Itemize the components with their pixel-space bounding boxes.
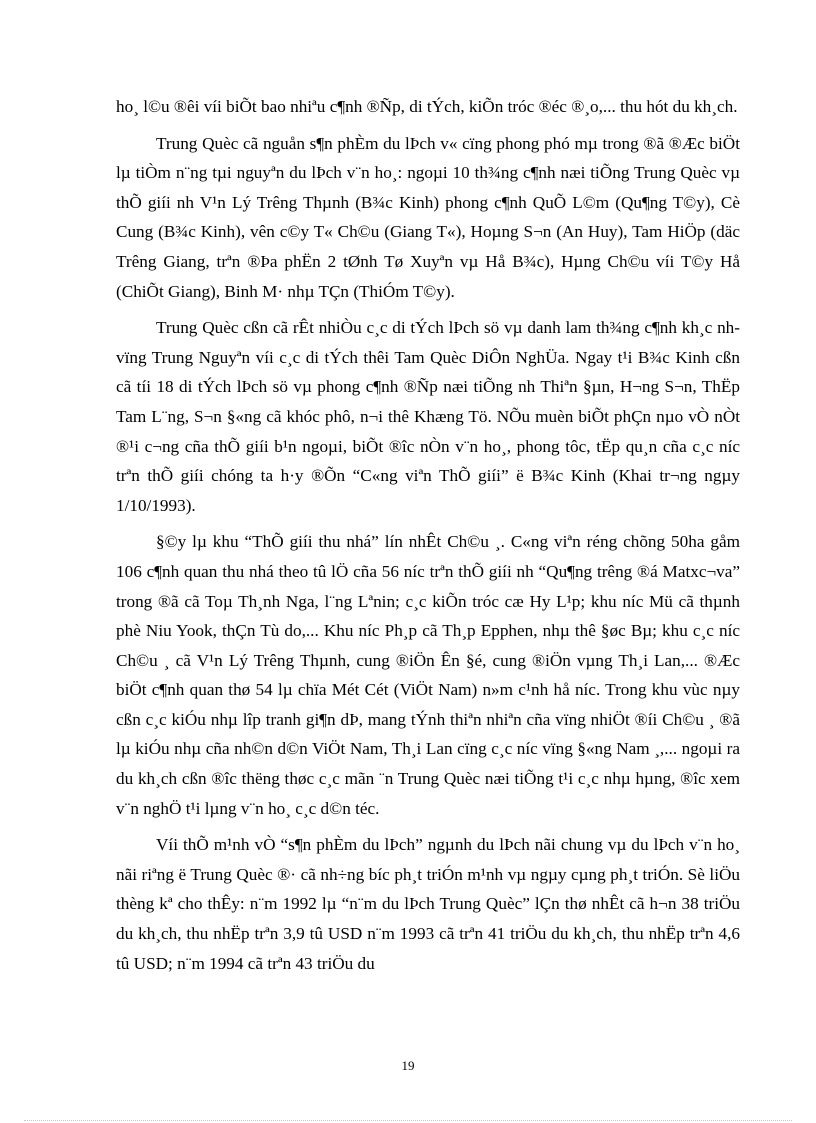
paragraph: Trung Quèc cã nguån s¶n phÈm du lÞch v« cïng phong phó mµ trong ®ã ®Æc biÖt lµ tiÒm n¨ng tµi nguyªn du lÞch v¨n ho¸: ngoµi 10 th¾ng c¶nh næi tiÕng Trung Quèc vµ thÕ giíi nh V¹n Lý Trêng Thµnh (B¾c Kinh) phong c¶nh QuÕ L©m (Qu¶ng T©y), Cè Cung (B¾c Kinh), vên c©y T« Ch©u (Giang T«), Hoµng S¬n (An Huy), Tam HiÖp (däc Trêng Giang, trªn ®Þa phËn 2 tØnh Tø Xuyªn vµ Hå B¾c), Hµng Ch©u víi T©y Hå (ChiÕt Giang), Binh M· nhµ TÇn (ThiÓm T©y). (116, 133, 740, 301)
paragraph: §©y lµ khu “ThÕ giíi thu nhá” lín nhÊt Ch©u ¸. C«ng viªn réng chõng 50ha gåm 106 c¶nh quan thu nhá theo tû lÖ cña 56 níc trªn thÕ giíi nh “Qu¶ng trêng ®á Matxc¬va” trong ®ã cã Toµ Th¸nh Nga, l¨ng Lªnin; c¸c kiÕn tróc cæ Hy L¹p; khu níc Mü cã thµnh phè Niu Yook, thÇn Tù do,... Khu níc Ph¸p cã Th¸p Epphen, nhµ thê §øc Bµ; khu c¸c níc Ch©u ¸ cã V¹n Lý Trêng Thµnh, cung ®iÖn Ên §é, cung ®iÖn vµng Th¸i Lan,... ®Æc biÖt c¶nh quan thø 54 lµ chïa Mét Cét (ViÖt Nam) n»m c¹nh hå níc. Trong khu vùc nµy cßn c¸c kiÓu nhµ lîp tranh gi¶n dÞ, mang tÝnh thiªn nhiªn cña vïng nhiÖt ®íi Ch©u ¸ ®ã lµ kiÓu nhµ cña nh©n d©n ViÖt Nam, Th¸i Lan cïng c¸c níc vïng §«ng Nam ¸,... ngoµi ra du kh¸ch cßn ®îc thëng thøc c¸c mãn ¨n Trung Quèc næi tiÕng t¹i c¸c nhµ hµng, ®îc xem v¨n nghÖ t¹i lµng v¨n ho¸ c¸c d©n téc. (116, 532, 740, 818)
body-text (116, 92, 740, 985)
page-number: 19 (401, 1058, 415, 1073)
paragraph-continuation: ho¸ l©u ®êi víi biÕt bao nhiªu c¶nh ®Ñp, di tÝch, kiÕn tróc ®éc ®¸o,... thu hót du kh¸ch. (116, 97, 738, 116)
page-bottom-divider (24, 1120, 792, 1121)
paragraph: Víi thÕ m¹nh vÒ “s¶n phÈm du lÞch” ngµnh du lÞch nãi chung vµ du lÞch v¨n ho¸ nãi riªng ë Trung Quèc ®· cã nh÷ng bíc ph¸t triÓn m¹nh vµ ngµy cµng ph¸t triÓn. Sè liÖu thèng kª cho thÊy: n¨m 1992 lµ “n¨m du lÞch Trung Quèc” lÇn thø nhÊt cã h¬n 38 triÖu du kh¸ch, thu nhËp trªn 3,9 tû USD n¨m 1993 cã trªn 41 triÖu du kh¸ch, thu nhËp trªn 4,6 tû USD; n¨m 1994 cã trªn 43 triÖu du (116, 835, 740, 973)
paragraph: Trung Quèc cßn cã rÊt nhiÒu c¸c di tÝch lÞch sö vµ danh lam th¾ng c¶nh kh¸c nh vïng Trung Nguyªn víi c¸c di tÝch thêi Tam Quèc DiÔn NghÜa. Ngay t¹i B¾c Kinh cßn cã tíi 18 di tÝch lÞch sö vµ phong c¶nh ®Ñp næi tiÕng nh Thiªn §µn, H¬ng S¬n, ThËp Tam L¨ng, S¬n §«ng cã khóc phô, n¬i thê Khæng Tö. NÕu muèn biÕt phÇn nµo vÒ nÒt ®¹i c¬ng cña thÕ giíi b¹n ngoµi, biÕt ®îc nÒn v¨n ho¸, phong tôc, tËp qu¸n cña c¸c níc trªn thÕ giíi chóng ta h·y ®Õn “C«ng viªn ThÕ giíi” ë B¾c Kinh (Khai tr¬ng ngµy 1/10/1993). (116, 318, 740, 515)
